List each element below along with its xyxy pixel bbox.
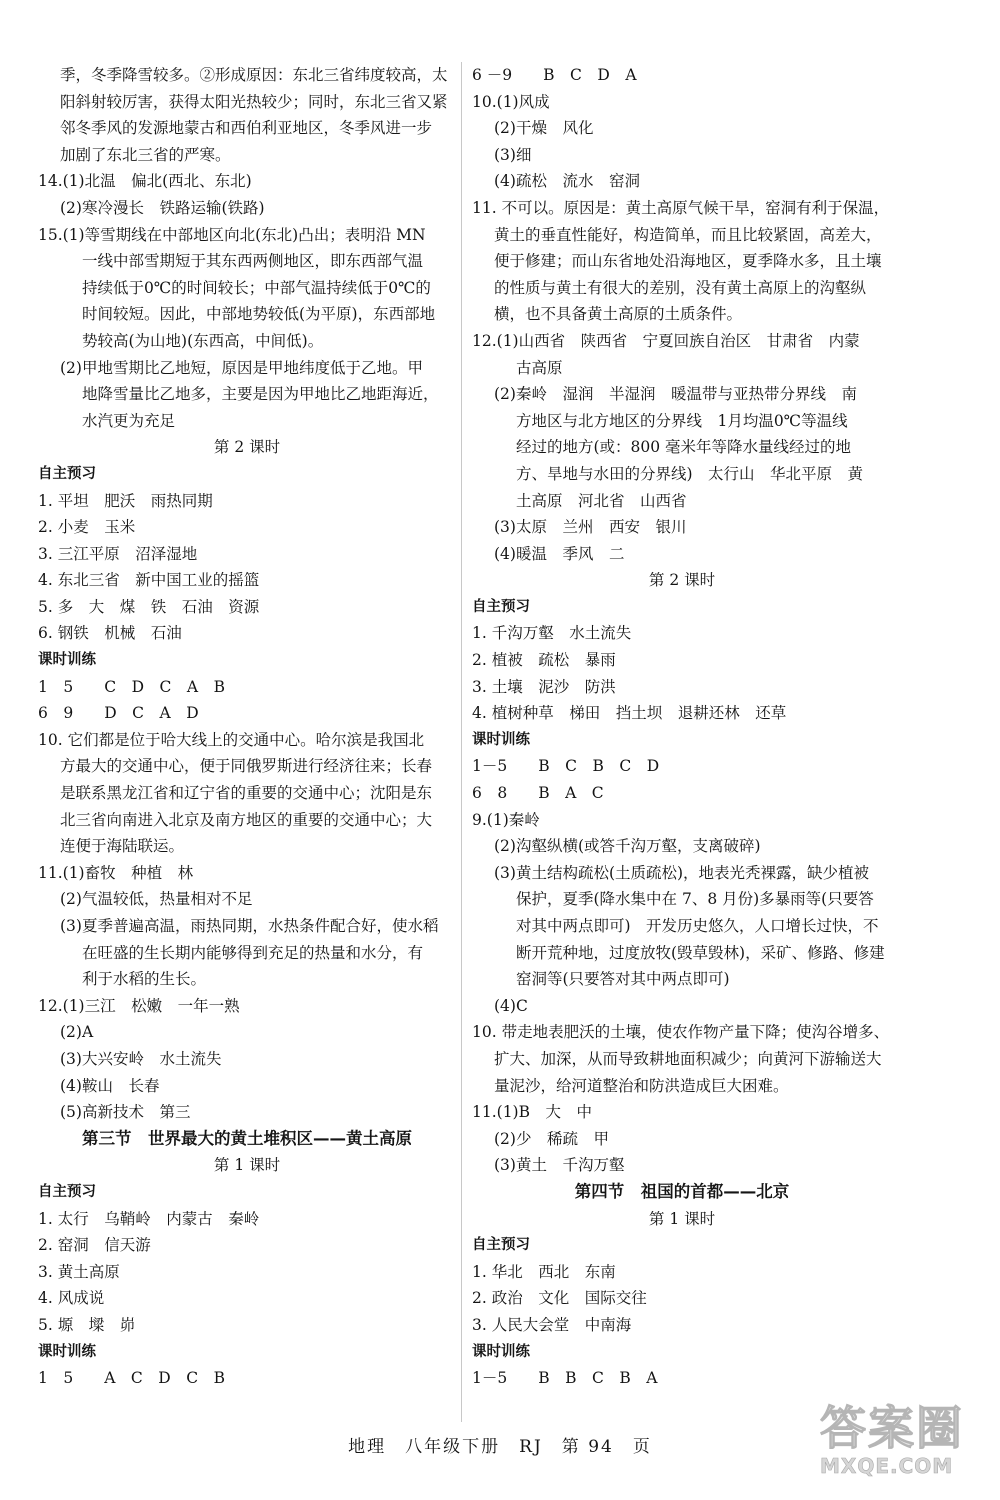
answer-line: 1. 千沟万壑 水土流失 bbox=[472, 624, 632, 643]
answer-line: 经过的地方(或：800 毫米年等降水量线经过的地 bbox=[516, 438, 852, 457]
answer-line: (2)沟壑纵横(或答千沟万壑，支离破碎) bbox=[494, 837, 761, 856]
answer-line: (3)太原 兰州 西安 银川 bbox=[494, 518, 687, 537]
answer-line: 邻冬季风的发源地蒙古和西伯利亚地区，冬季风进一步 bbox=[60, 119, 433, 138]
answer-line: 11. 不可以。原因是：黄土高原气候干旱，窑洞有利于保温， bbox=[472, 198, 890, 217]
answer-line: (4)C bbox=[494, 996, 528, 1015]
answer-line: 2. 政治 文化 国际交往 bbox=[472, 1289, 647, 1308]
answer-line: 断开荒种地，过度放牧(毁草毁林)，采矿、修路、修建 bbox=[516, 943, 885, 962]
answer-line: 扩大、加深，从而导致耕地面积减少；向黄河下游输送大 bbox=[494, 1049, 882, 1068]
answer-line: 6. 钢铁 机械 石油 bbox=[38, 624, 182, 643]
answer-line: 3. 人民大会堂 中南海 bbox=[472, 1315, 632, 1334]
section-heading: 自主预习 bbox=[472, 1237, 530, 1254]
answer-line: 加剧了东北三省的严寒。 bbox=[60, 145, 231, 164]
answer-line: (2)少 稀疏 甲 bbox=[494, 1129, 609, 1148]
answer-line: (3)大兴安岭 水土流失 bbox=[60, 1049, 222, 1068]
answer-line: 2. 植被 疏松 暴雨 bbox=[472, 651, 616, 670]
answer-line: 方最大的交通中心，便于同俄罗斯进行经济往来；长春 bbox=[60, 757, 433, 776]
lesson-heading: 第 2 课时 bbox=[213, 438, 281, 457]
answer-line: 窑洞等(只要答对其中两点即可) bbox=[516, 970, 730, 989]
answer-line: 一线中部雪期短于其东西两侧地区，即东西部气温 bbox=[82, 252, 424, 271]
answer-line: 水汽更为充足 bbox=[82, 411, 176, 430]
answer-line: 对其中两点即可) 开发历史悠久，人口增长过快，不 bbox=[516, 917, 879, 935]
answer-line: 3. 三江平原 沼泽湿地 bbox=[38, 544, 198, 563]
answer-line: (2)气温较低，热量相对不足 bbox=[60, 890, 253, 909]
left-column bbox=[38, 62, 456, 1392]
answer-line: (3)夏季普遍高温，雨热同期，水热条件配合好，使水稻 bbox=[60, 917, 439, 935]
answer-line: 15.(1)等雪期线在中部地区向北(东北)凸出；表明沿 MN bbox=[38, 225, 426, 244]
watermark bbox=[820, 1392, 990, 1492]
chapter-heading: 第三节 世界最大的黄土堆积区——黄土高原 bbox=[82, 1128, 412, 1148]
answer-line: 古高原 bbox=[516, 358, 563, 377]
answer-line: 在旺盛的生长期内能够得到充足的热量和水分，有 bbox=[82, 943, 424, 962]
lesson-heading: 第 1 课时 bbox=[213, 1156, 281, 1175]
answer-line: 11.(1)畜牧 种植 林 bbox=[38, 863, 194, 882]
section-heading: 课时训练 bbox=[472, 1343, 530, 1360]
answer-line: 地降雪量比乙地多，主要是因为甲地比乙地距海近， bbox=[82, 385, 439, 404]
answer-line: 北三省向南进入北京及南方地区的重要的交通中心；大 bbox=[60, 810, 433, 829]
answer-line: 是联系黑龙江省和辽宁省的重要的交通中心；沈阳是东 bbox=[60, 784, 433, 803]
chapter-heading: 第四节 祖国的首都——北京 bbox=[574, 1181, 790, 1201]
answer-line: (2)甲地雪期比乙地短，原因是甲地纬度低于乙地。甲 bbox=[60, 358, 423, 377]
answer-line: 9.(1)秦岭 bbox=[472, 810, 540, 829]
answer-line: 量泥沙，给河道整治和防洪造成巨大困难。 bbox=[494, 1076, 789, 1095]
answer-line: (2)干燥 风化 bbox=[494, 119, 594, 138]
lesson-heading: 第 1 课时 bbox=[648, 1209, 716, 1228]
answer-line: (4)疏松 流水 窑洞 bbox=[494, 172, 640, 191]
answer-line: 10. 它们都是位于哈大线上的交通中心。哈尔滨是我国北 bbox=[38, 730, 425, 749]
answer-line: (3)黄土 千沟万壑 bbox=[494, 1156, 625, 1175]
right-column bbox=[472, 62, 892, 1392]
answer-line: (2)秦岭 湿润 半湿润 暖温带与亚热带分界线 南 bbox=[494, 385, 857, 404]
watermark-logo: 答案圈 bbox=[820, 1401, 964, 1455]
answer-line: 5. 塬 墚 峁 bbox=[38, 1315, 136, 1334]
section-heading: 自主预习 bbox=[38, 1183, 96, 1200]
lesson-heading: 第 2 课时 bbox=[648, 571, 716, 590]
answer-line: 4. 风成说 bbox=[38, 1289, 105, 1308]
answer-line: 11.(1)B 大 中 bbox=[472, 1103, 592, 1122]
answer-line: 1－5 B C B C D bbox=[472, 757, 660, 776]
answer-line: (5)高新技术 第三 bbox=[60, 1103, 191, 1122]
answer-line: 4. 植树种草 梯田 挡土坝 退耕还林 还草 bbox=[472, 704, 787, 723]
answer-line: 势较高(为山地)(东西高，中间低)。 bbox=[82, 331, 324, 350]
answer-line: 便于修建；而山东省地处沿海地区，夏季降水多，且土壤 bbox=[494, 252, 882, 271]
answer-line: 方地区与北方地区的分界线 1月均温0℃等温线 bbox=[516, 411, 848, 430]
answer-line: 6 9 D C A D bbox=[38, 704, 199, 723]
answer-line: 保护，夏季(降水集中在 7、8 月份)多暴雨等(只要答 bbox=[516, 890, 874, 909]
answer-line: 季，冬季降雪较多。②形成原因：东北三省纬度较高，太 bbox=[60, 66, 448, 84]
answer-line: (2)寒冷漫长 铁路运输(铁路) bbox=[60, 198, 265, 217]
answer-line: 黄土的垂直性能好，构造简单，而且比较紧固，高差大， bbox=[494, 225, 882, 244]
section-heading: 课时训练 bbox=[38, 1343, 96, 1360]
answer-line: 土高原 河北省 山西省 bbox=[516, 491, 687, 510]
answer-line: 的性质与黄土有很大的差别，没有黄土高原上的沟壑纵 bbox=[494, 278, 867, 297]
answer-line: 2. 窑洞 信天游 bbox=[38, 1236, 151, 1255]
answer-line: 持续低于0℃的时间较长；中部气温持续低于0℃的 bbox=[82, 278, 431, 297]
answer-line: 6 8 B A C bbox=[472, 784, 604, 803]
answer-line: (2)A bbox=[60, 1023, 94, 1042]
answer-line: 2. 小麦 玉米 bbox=[38, 518, 136, 537]
answer-line: 1－5 B B C B A bbox=[472, 1369, 658, 1388]
answer-line: 1. 太行 乌鞘岭 内蒙古 秦岭 bbox=[38, 1209, 260, 1228]
section-heading: 课时训练 bbox=[38, 652, 96, 669]
answer-line: 12.(1)三江 松嫩 一年一熟 bbox=[38, 996, 240, 1015]
answer-line: 时间较短。因此，中部地势较低(为平原)，东西部地 bbox=[82, 305, 436, 324]
answer-line: (3)细 bbox=[494, 145, 532, 164]
answer-line: 3. 土壤 泥沙 防洪 bbox=[472, 677, 616, 696]
column-divider bbox=[461, 62, 462, 1422]
watermark-url: MXQE.COM bbox=[820, 1454, 954, 1478]
answer-line: 1 5 C D C A B bbox=[38, 677, 225, 696]
answer-line: 方、旱地与水田的分界线) 太行山 华北平原 黄 bbox=[516, 464, 864, 483]
answer-line: 阳斜射较厉害，获得太阳光热较少；同时，东北三省又紧 bbox=[60, 92, 448, 111]
answer-line: 利于水稻的生长。 bbox=[82, 970, 207, 989]
answer-line: 10. 带走地表肥沃的土壤，使农作物产量下降；使沟谷增多、 bbox=[472, 1023, 890, 1042]
section-heading: 自主预习 bbox=[472, 598, 530, 615]
section-heading: 课时训练 bbox=[472, 731, 530, 748]
answer-line: 6 －9 B C D A bbox=[472, 66, 637, 84]
answer-line: 1. 平坦 肥沃 雨热同期 bbox=[38, 491, 213, 510]
answer-line: 1. 华北 西北 东南 bbox=[472, 1262, 616, 1281]
answer-line: (4)鞍山 长春 bbox=[60, 1076, 160, 1095]
answer-line: 4. 东北三省 新中国工业的摇篮 bbox=[38, 571, 260, 590]
answer-line: 14.(1)北温 偏北(西北、东北) bbox=[38, 172, 252, 191]
answer-line: 10.(1)风成 bbox=[472, 92, 550, 111]
page-footer: 地理 八年级下册 RJ 第 94 页 bbox=[348, 1437, 652, 1457]
answer-line: 横，也不具备黄土高原的土质条件。 bbox=[494, 305, 743, 324]
section-heading: 自主预习 bbox=[38, 465, 96, 482]
answer-line: 1 5 A C D C B bbox=[38, 1369, 225, 1388]
answer-line: (3)黄土结构疏松(土质疏松)，地表光秃裸露，缺少植被 bbox=[494, 863, 870, 882]
answer-line: 5. 多 大 煤 铁 石油 资源 bbox=[38, 597, 260, 616]
answer-line: 3. 黄土高原 bbox=[38, 1262, 120, 1281]
answer-line: (4)暖温 季风 二 bbox=[494, 544, 625, 563]
answer-line: 12.(1)山西省 陕西省 宁夏回族自治区 甘肃省 内蒙 bbox=[472, 331, 860, 350]
answer-line: 连便于海陆联运。 bbox=[60, 837, 185, 856]
